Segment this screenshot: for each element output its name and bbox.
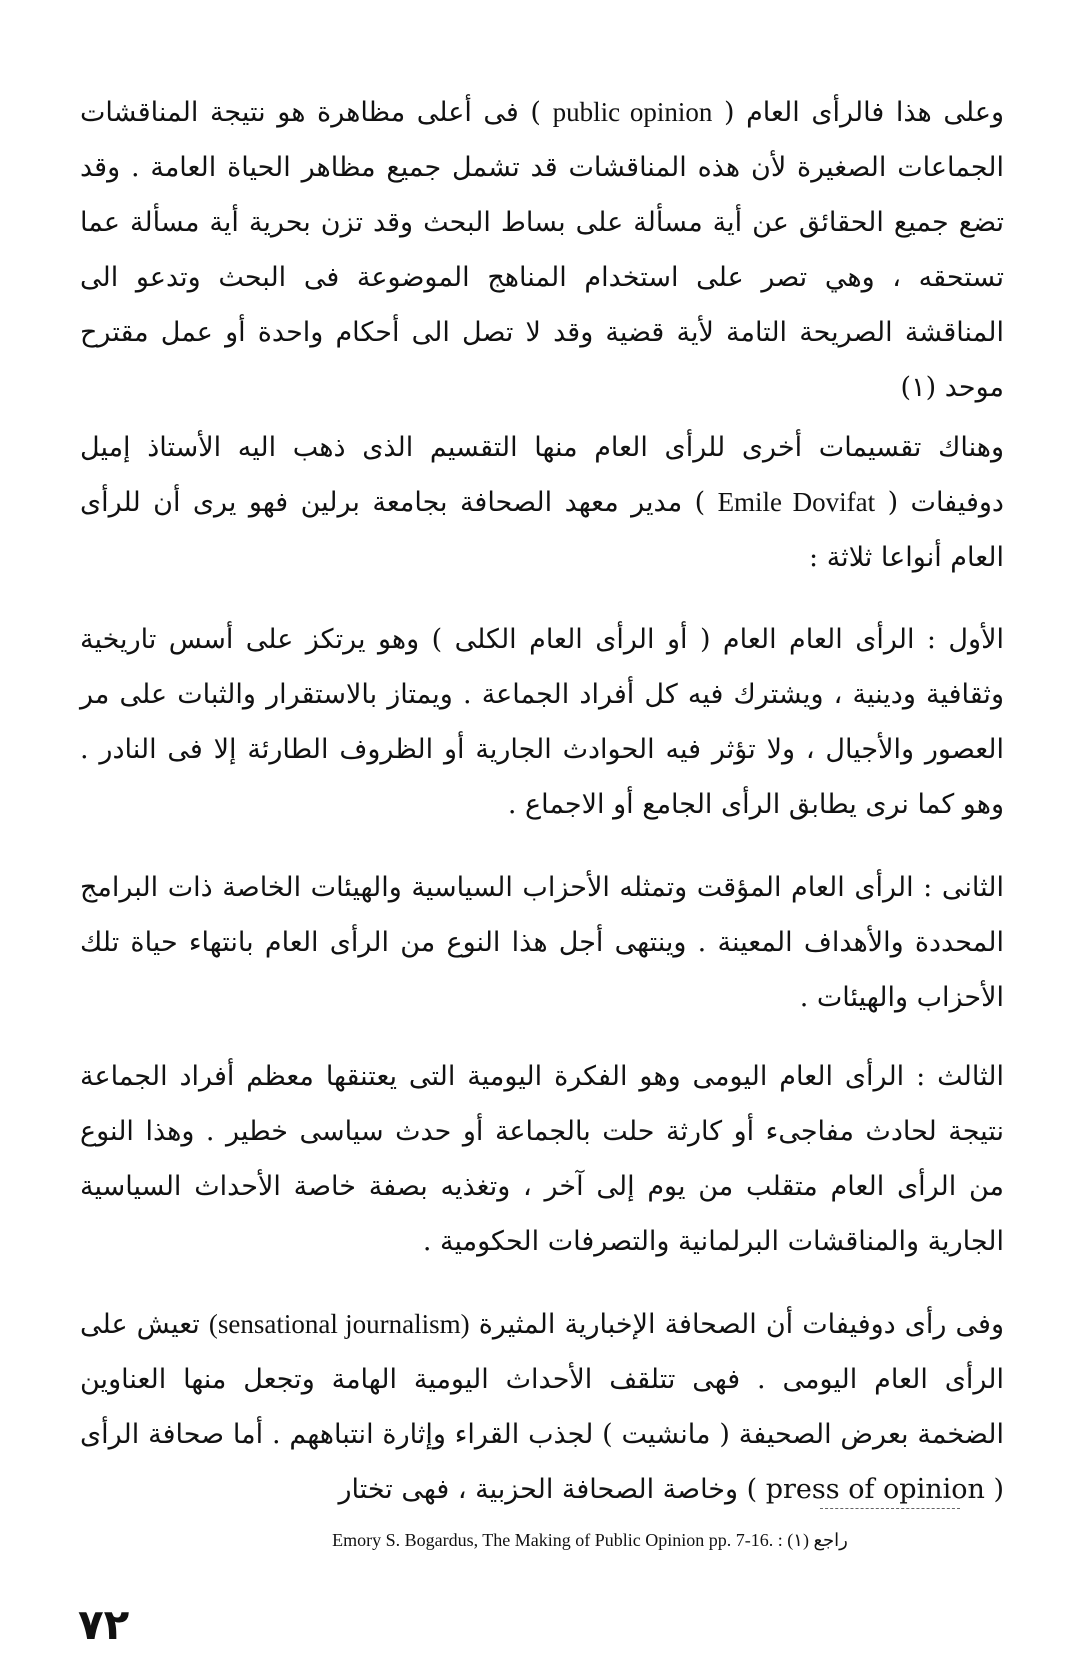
footnote-divider xyxy=(820,1508,960,1509)
paragraph-third-type xyxy=(80,1049,1004,1269)
page-number: ٧٢ xyxy=(78,1600,130,1649)
paragraph-text: وعلى هذا فالرأى العام ( xyxy=(723,97,1004,128)
paragraph-first-type xyxy=(80,612,1004,832)
paragraph-sensational-journalism xyxy=(80,1297,1004,1517)
paragraph-public-opinion-discussions xyxy=(80,85,1004,415)
paragraph-text: الأول : الرأى العام العام ( أو الرأى العام الكلى ) وهو يرتكز على أسس تاريخية وثقافية ودينية ، ويشترك فيه كل أفراد الجماعة . ويمتاز بالاستقرار والثبات على مر العصور والأجيال ، ولا تؤثر فيه الحوادث الجارية أو الظروف الطارئة إلا فى النادر . وهو كما نرى يطابق الرأى الجامع أو الاجماع . xyxy=(80,624,1004,820)
paragraph-text: وفى رأى دوفيفات أن الصحافة الإخبارية المثيرة xyxy=(478,1309,1005,1340)
latin-term: Emile Dovifat xyxy=(717,487,876,517)
paragraph-text: وهناك تقسيمات أخرى للرأى العام منها التقسيم الذى ذهب اليه الأستاذ إميل دوفيفات ( xyxy=(80,432,1004,518)
paragraph-text: ) مدير معهد الصحافة بجامعة برلين فهو يرى أن للرأى العام أنواعا ثلاثة : xyxy=(80,487,1004,573)
latin-term: public opinion xyxy=(552,97,713,127)
paragraph-second-type xyxy=(80,860,1004,1025)
paragraph-dovifat-divisions xyxy=(80,420,1004,585)
paragraph-text: الثانى : الرأى العام المؤقت وتمثله الأحزاب السياسية والهيئات الخاصة ذات البرامج المحددة والأهداف المعينة . وينتهى أجل هذا النوع من الرأى العام بانتهاء حياة تلك الأحزاب والهيئات . xyxy=(80,872,1004,1013)
paragraph-text: ) فى أعلى مظاهرة هو نتيجة المناقشات الجماعات الصغيرة لأن هذه المناقشات قد تشمل جميع مظاهر الحياة العامة . وقد تضع جميع الحقائق عن أية مسألة على بساط البحث وقد تزن بحرية أية مسألة عما تستحقه ، وهي تصر على استخدام المناهج الموضوعة فى البحث وتدعو الى المناقشة الصريحة التامة لأية قضية وقد لا تصل الى أحكام واحدة أو عمل مقترح موحد (١) xyxy=(80,97,1004,403)
latin-term: (sensational journalism) xyxy=(208,1309,470,1339)
paragraph-text: تعيش على الرأى العام اليومى . فهى تتلقف الأحداث اليومية الهامة وتجعل منها العناوين الضخمة بعرض الصحيفة ( مانشيت ) لجذب القراء وإثارة انتباههم . أما صحافة الرأى ( press of opinion ) وخاصة الصحافة الحزبية ، فهى تختار xyxy=(80,1309,1004,1505)
paragraph-text: الثالث : الرأى العام اليومى وهو الفكرة اليومية التى يعتنقها معظم أفراد الجماعة نتيجة لحادث مفاجىء أو كارثة حلت بالجماعة أو حدث سياسى خطير . وهذا النوع من الرأى العام متقلب من يوم إلى آخر ، وتغذيه بصفة خاصة الأحداث السياسية الجارية والمناقشات البرلمانية والتصرفات الحكومية . xyxy=(80,1061,1004,1257)
footnote: Emory S. Bogardus, The Making of Public Opinion pp. 7-16. : (١) راجع xyxy=(332,1530,848,1550)
